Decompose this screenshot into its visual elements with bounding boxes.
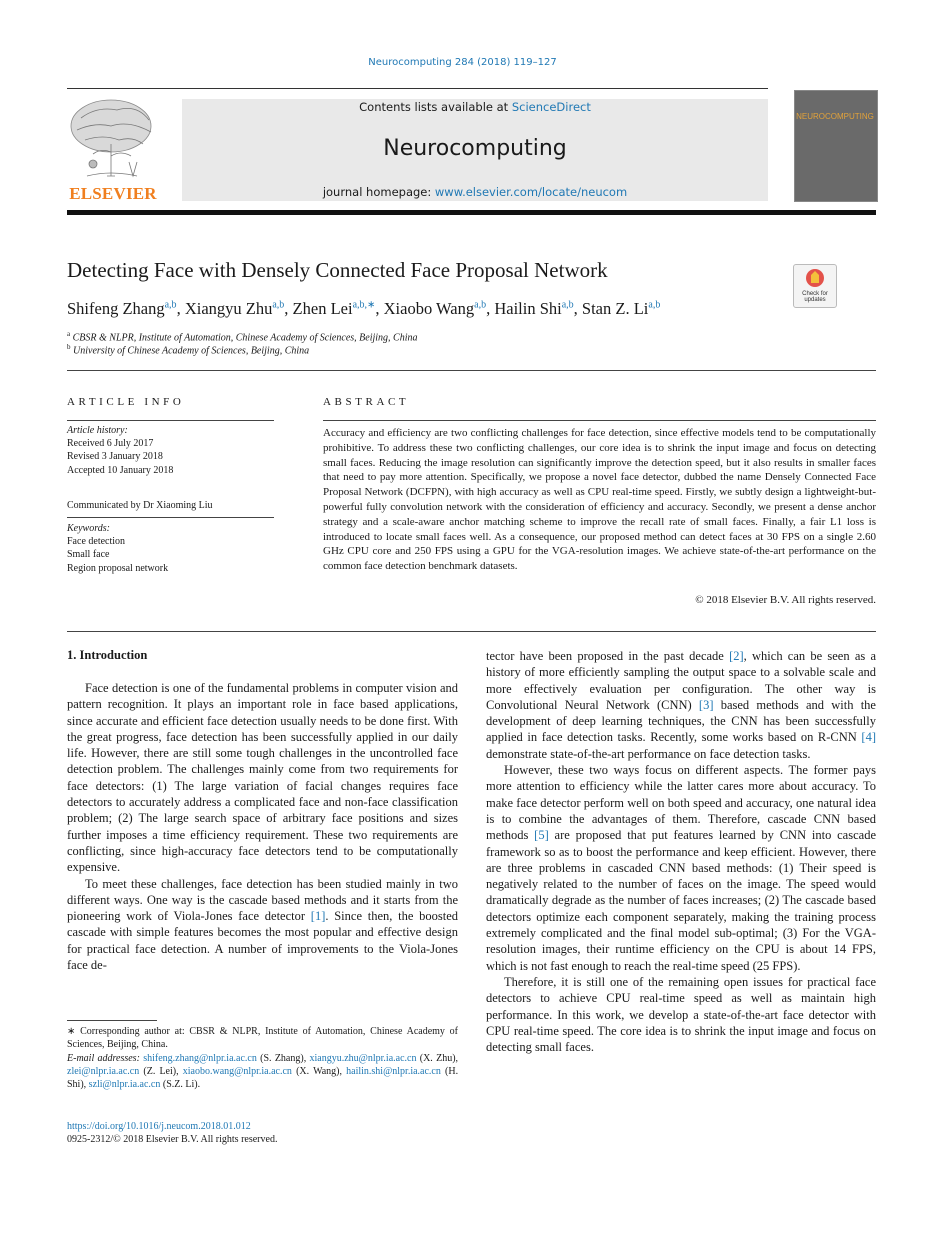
abstract-rule xyxy=(323,420,876,421)
section-heading: 1. Introduction xyxy=(67,648,148,662)
revised-date: Revised 3 January 2018 xyxy=(67,451,163,463)
paragraph xyxy=(67,876,458,974)
homepage-line xyxy=(182,185,768,199)
author: Stan Z. Li xyxy=(581,299,649,318)
footnote-rule xyxy=(67,1020,157,1021)
keywords-block xyxy=(67,522,274,575)
keywords-rule xyxy=(67,517,274,518)
email-link[interactable]: szli@nlpr.ia.ac.cn xyxy=(88,1079,161,1091)
email-label: E-mail addresses: xyxy=(67,1052,140,1064)
keyword: Face detection xyxy=(67,536,126,548)
paragraph-text: . Since then, the boosted cascade with simple features becomes the most popular and effective design for practical face detection. A number of improvements to the Viola-Jones face de- xyxy=(67,909,459,973)
reference-link[interactable]: [4] xyxy=(861,730,876,745)
paper-title: Detecting Face with Densely Connected Face Proposal Network xyxy=(67,258,608,282)
paragraph-text: , which can be seen as a history of more efficiently sampling the output space to a solvable scale and more effectively evaluation per configuration. The other way is Convolutional Neural Network (CNN) xyxy=(486,649,876,712)
email-owner: (H. Shi), xyxy=(67,1065,459,1091)
history-label: Article history: xyxy=(67,425,128,436)
article-info-rule xyxy=(67,420,274,421)
affiliation-b xyxy=(67,343,309,356)
doi-block xyxy=(67,1120,458,1147)
paragraph-text: However, these two ways focus on different aspects. The former pays more attention to efficiency while the latter cares more about accuracy. To make face detector perform well on both speed and accuracy, one natural idea is to combine the advantages of them. Therefore, cascade CNN based methods xyxy=(486,763,876,843)
body-column-right xyxy=(486,648,876,1055)
email-link[interactable]: hailin.shi@nlpr.ia.ac.cn xyxy=(346,1065,441,1077)
author: Zhen Lei xyxy=(292,299,353,318)
author: Shifeng Zhang xyxy=(67,299,165,318)
paragraph-text: tector have been proposed in the past decade xyxy=(486,649,730,663)
affiliation-a xyxy=(67,330,417,343)
footnote xyxy=(67,1025,458,1091)
keywords-label: Keywords: xyxy=(67,523,110,534)
affiliation-mark: a xyxy=(67,330,71,338)
accepted-date: Accepted 10 January 2018 xyxy=(67,464,174,476)
paragraph xyxy=(486,648,876,762)
cover-title: NEUROCOMPUTING xyxy=(796,112,874,121)
corresponding-author-note: ∗ Corresponding author at: CBSR & NLPR, Institute of Automation, Chinese Academy of Sciences, Beijing, China. xyxy=(67,1026,458,1051)
email-link[interactable]: shifeng.zhang@nlpr.ia.ac.cn xyxy=(143,1052,257,1064)
paragraph-text: demonstrate state-of-the-art performance on face detection tasks. xyxy=(486,746,811,761)
paragraph-text: To meet these challenges, face detection has been studied mainly in two different ways. One way is the cascade based methods and it starts from the pioneering work of Viola-Jones face detector xyxy=(67,876,458,924)
author-list: Shifeng Zhang$^{a,b}$, Xiangyu Zhu$^{a,b}$, Zhen Lei$^{a,b,∗}$, Xiaobo Wang$^{a,b}$, Hailin Shi$^{a,b}$, Stan Z. Li$^{a,b}$ xyxy=(67,299,661,318)
body-divider xyxy=(67,631,876,632)
email-owner: (X. Zhu), xyxy=(419,1052,459,1064)
abstract-copyright: © 2018 Elsevier B.V. All rights reserved. xyxy=(695,594,876,606)
keyword: Region proposal network xyxy=(67,562,169,574)
email-owner: (S. Zhang), xyxy=(260,1052,307,1064)
affiliation-divider xyxy=(67,370,876,371)
elsevier-wordmark: ELSEVIER xyxy=(69,184,157,203)
email-link[interactable]: xiaobo.wang@nlpr.ia.ac.cn xyxy=(182,1065,292,1077)
doi-link[interactable]: https://doi.org/10.1016/j.neucom.2018.01.012 xyxy=(67,1121,251,1132)
paragraph: Face detection is one of the fundamental problems in computer vision and pattern recognition. It plays an important role in face based applications, since accurate and efficient face detection usually needs to be done first. With the great progress, face detection has been successfully applied in our daily life. However, there are still some tough challenges in the uncontrolled face detection problem. The challenges mainly come from two requirements for face detectors: (1) The large variation of facial changes requires face detectors to accurately address a complicated face and non-face classification problem; (2) The large search space of arbitrary face positions and sizes further imposes a time efficiency requirement. These two requirements are conflicting, since high-accuracy face detectors tend to be computationally expensive. xyxy=(67,681,458,875)
paragraph-text: are proposed that put features learned by CNN into cascade framework so as to boost the performance and keep efficient. However, there are three problems in cascaded CNN based methods: (1) Their speed is negatively related to the number of faces on the image. The speed would dramatically degrade as the number of faces increases; (2) The cascade based detectors optimize each component separately, making the training process extremely complicated and the final model sub-optimal; (3) For the VGA-resolution images, their runtime efficiency on the CPU is about 14 FPS, which is not fast enough to reach the real-time speed (25 FPS). xyxy=(486,828,876,973)
journal-cover-thumbnail[interactable] xyxy=(794,90,878,202)
paragraph xyxy=(486,762,876,974)
abstract-heading: ABSTRACT xyxy=(323,396,410,408)
paragraph-text: based methods and with the development of deep learning techniques, the CNN has been successfully applied in face detection tasks. Recently, some works based on R-CNN xyxy=(486,697,876,745)
reference-link[interactable]: [5] xyxy=(534,828,549,843)
author-affiliation-mark[interactable]: a,b xyxy=(474,299,487,311)
abstract-text: Accuracy and efficiency are two conflicting challenges for face detection, since effective models tend to be computationally prohibitive. To address these two conflicting challenges, our core idea is to shrink the input image and focus on detecting small faces. Reducing the image resolution can significantly improve the detection speed, but it also results in smaller faces that need to pay more attention. Specifically, we propose a novel face detector, dubbed the name Densely Connected Face Proposal Network (DCFPN), with high accuracy as well as CPU real-time speed. Firstly, we subtly design a lightweight-but-powerful fully convolution network with the consideration of efficiency and accuracy. Secondly, we present a dense anchor strategy and a scale-aware anchor matching scheme to improve the recall rate of small faces. Finally, a fair L1 loss is introduced to locate small faces well. As a consequence, our proposed method can detect faces at 30 FPS on a single 2.60 GHz CPU core and 250 FPS using a GPU for the VGA-resolution images. We achieve state-of-the-art performance on the common face detection benchmark datasets. xyxy=(323,427,876,573)
journal-title: Neurocomputing xyxy=(383,136,567,161)
author-affiliation-mark[interactable]: a,b xyxy=(272,299,285,311)
email-link[interactable]: zlei@nlpr.ia.ac.cn xyxy=(67,1065,140,1077)
journal-homepage-link[interactable]: www.elsevier.com/locate/neucom xyxy=(434,185,628,199)
paragraph: Therefore, it is still one of the remaining open issues for practical face detectors to achieve CPU real-time speed as well as maintain high performance. In this work, we develop a state-of-the-art face detector with CPU real-time speed. The core idea is to shrink the input image and focus on detecting small faces. xyxy=(486,974,876,1055)
reference-link[interactable]: [1] xyxy=(310,909,326,924)
contents-line xyxy=(182,100,768,114)
check-updates-icon xyxy=(794,265,836,291)
email-link[interactable]: xiangyu.zhu@nlpr.ia.ac.cn xyxy=(309,1052,417,1064)
keyword: Small face xyxy=(67,549,110,561)
author: Xiangyu Zhu xyxy=(184,299,273,318)
article-history xyxy=(67,424,274,477)
article-info-heading: ARTICLE INFO xyxy=(67,396,185,408)
email-owner: (X. Wang), xyxy=(296,1065,342,1077)
affiliation-text: University of Chinese Academy of Sciences, Beijing, China xyxy=(73,345,310,357)
email-owner: (S.Z. Li). xyxy=(162,1079,201,1091)
header-bottom-rule xyxy=(67,210,876,215)
affiliation-mark: b xyxy=(67,343,71,351)
affiliation-text: CBSR & NLPR, Institute of Automation, Chinese Academy of Sciences, Beijing, China xyxy=(72,332,418,344)
reference-link[interactable]: [2] xyxy=(729,649,744,663)
body-column-left xyxy=(67,680,458,973)
header-top-rule xyxy=(67,88,768,89)
author-affiliation-mark[interactable]: a,b xyxy=(164,299,177,311)
author-affiliation-mark[interactable]: a,b xyxy=(648,299,661,311)
issn-copyright: 0925-2312/© 2018 Elsevier B.V. All rights reserved. xyxy=(67,1134,278,1146)
reference-link[interactable]: [3] xyxy=(698,697,714,712)
check-updates-label: Check for updates xyxy=(802,291,828,303)
email-owner: (Z. Lei), xyxy=(143,1065,179,1077)
sciencedirect-link[interactable]: ScienceDirect xyxy=(511,100,591,114)
author-affiliation-mark[interactable]: a,b xyxy=(561,299,574,311)
communicated-by: Communicated by Dr Xiaoming Liu xyxy=(67,500,213,511)
author: Xiaobo Wang xyxy=(383,299,475,318)
contents-prefix: Contents lists available at xyxy=(359,100,512,114)
email-addresses xyxy=(67,1052,458,1092)
author: Hailin Shi xyxy=(494,299,562,318)
homepage-prefix: journal homepage: xyxy=(322,185,435,199)
journal-citation[interactable]: Neurocomputing 284 (2018) 119–127 xyxy=(368,57,557,68)
received-date: Received 6 July 2017 xyxy=(67,438,154,450)
author-affiliation-mark[interactable]: a,b,∗ xyxy=(352,299,376,311)
